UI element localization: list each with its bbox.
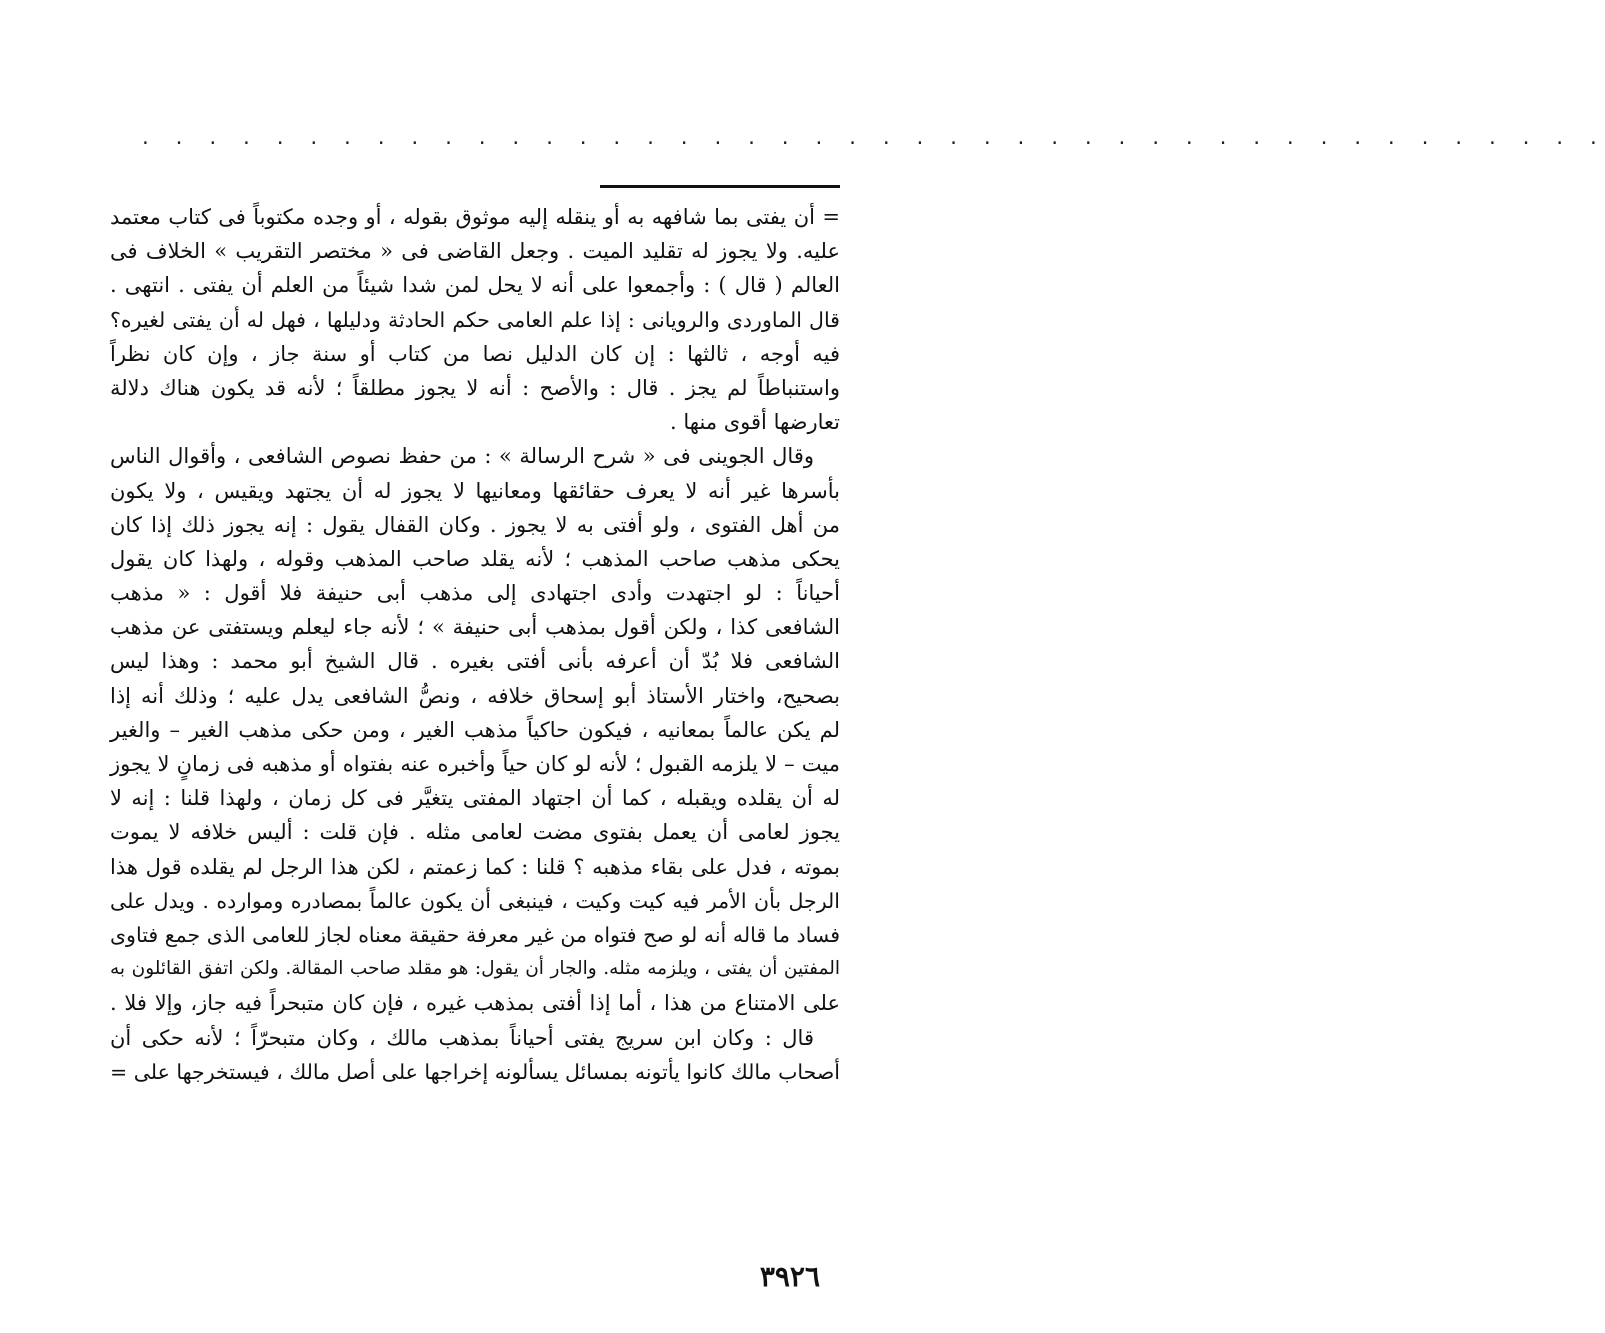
text-line: المفتين أن يفتى ، ويلزمه مثله. والجار أن يقول: هو مقلد صاحب المقالة. ولكن اتفق القائلون به	[110, 958, 840, 980]
text-line: بصحيح، واختار الأستاذ أبو إسحاق خلافه ، ونصُّ الشافعى يدل عليه ؛ وذلك أنه إذا	[110, 683, 840, 708]
footnote-rule	[600, 185, 840, 188]
text-line: وقال الجوينى فى « شرح الرسالة » : من حفظ نصوص الشافعى ، وأقوال الناس	[110, 444, 814, 469]
text-line: يجوز لعامى أن يعمل بفتوى مضت لعامى مثله . فإن قلت : أليس خلافه لا يموت	[110, 820, 840, 845]
text-line: العالم ( قال ) : وأجمعوا على أنه لا يحل لمن شدا شيئاً من العلم أن يفتى . انتهى .	[110, 273, 840, 298]
text-line: = أن يفتى بما شافهه به أو ينقله إليه موثوق بقوله ، أو وجده مكتوباً فى كتاب معتمد	[110, 205, 840, 229]
text-line: بأسرها غير أنه لا يعرف حقائقها ومعانيها لا يجوز له أن يجتهد ويقيس ، ولا يكون	[110, 478, 840, 503]
text-line: له أن يقلده ويقبله ، كما أن اجتهاد المفتى يتغيَّر فى كل زمان ، ولهذا قلنا : إنه لا	[110, 786, 840, 811]
text-line: على الامتناع من هذا ، أما إذا أفتى بمذهب غيره ، فإن كان متبحراً فيه جاز، وإلا فلا .	[110, 991, 840, 1016]
text-line: بموته ، فدل على بقاء مذهبه ؟ قلنا : كما زعمتم ، لكن هذا الرجل لم يقلده قول هذا	[110, 854, 840, 879]
text-line: واستنباطاً لم يجز . قال : والأصح : أنه لا يجوز مطلقاً ؛ لأنه قد يكون هناك دلالة	[110, 375, 840, 400]
page-number: ٣٩٢٦	[759, 1260, 820, 1293]
text-line: الشافعى فلا بُدّ أن أعرفه بأنى أفتى بغيره . قال الشيخ أبو محمد : وهذا ليس	[110, 649, 840, 674]
text-line: يحكى مذهب صاحب المذهب ؛ لأنه يقلد صاحب المذهب وقوله ، ولهذا كان يقول	[110, 546, 840, 571]
text-line: قال : وكان ابن سريج يفتى أحياناً بمذهب مالك ، وكان متبحرّاً ؛ لأنه حكى أن	[110, 1025, 814, 1050]
text-line: قال الماوردى والرويانى : إذا علم العامى حكم الحادثة ودليلها ، فهل له أن يفتى لغيره؟	[110, 307, 840, 332]
text-line: فيه أوجه ، ثالثها : إن كان الدليل نصا من كتاب أو سنة جاز ، وإن كان نظراً	[110, 341, 840, 366]
text-line: عليه. ولا يجوز له تقليد الميت . وجعل القاضى فى « مختصر التقريب » الخلاف فى	[110, 239, 840, 264]
text-line: فساد ما قاله أنه لو صح فتواه من غير معرفة حقيقة معناه لجاز للعامى الذى جمع فتاوى	[110, 922, 840, 947]
body-text	[110, 200, 840, 1089]
text-line: أصحاب مالك كانوا يأتونه بمسائل يسألونه إخراجها على أصل مالك ، فيستخرجها على =	[110, 1059, 840, 1084]
text-line: من أهل الفتوى ، ولو أفتى به لا يجوز . وكان القفال يقول : إنه يجوز ذلك إذا كان	[110, 512, 840, 537]
dot-leader-separator: . . . . . . . . . . . . . . . . . . . . . . . . . . . . . . . . . . . . . . . . . . . .	[140, 128, 1605, 149]
text-line: لم يكن عالماً بمعانيه ، فيكون حاكياً مذهب الغير ، ومن حكى مذهب الغير – والغير	[110, 717, 840, 742]
text-line: الرجل بأن الأمر فيه كيت وكيت ، فينبغى أن يكون عالماً بمصادره وموارده . ويدل على	[110, 888, 840, 913]
text-line: ميت – لا يلزمه القبول ؛ لأنه لو كان حياً وأخبره عنه بفتواه أو مذهبه فى زمانٍ لا يجوز	[110, 752, 840, 776]
text-line: أحياناً : لو اجتهدت وأدى اجتهادى إلى مذهب أبى حنيفة فلا أقول : « مذهب	[110, 581, 840, 606]
text-line: الشافعى كذا ، ولكن أقول بمذهب أبى حنيفة » ؛ لأنه جاء ليعلم ويستفتى عن مذهب	[110, 615, 840, 640]
text-line: تعارضها أقوى منها .	[670, 410, 840, 435]
